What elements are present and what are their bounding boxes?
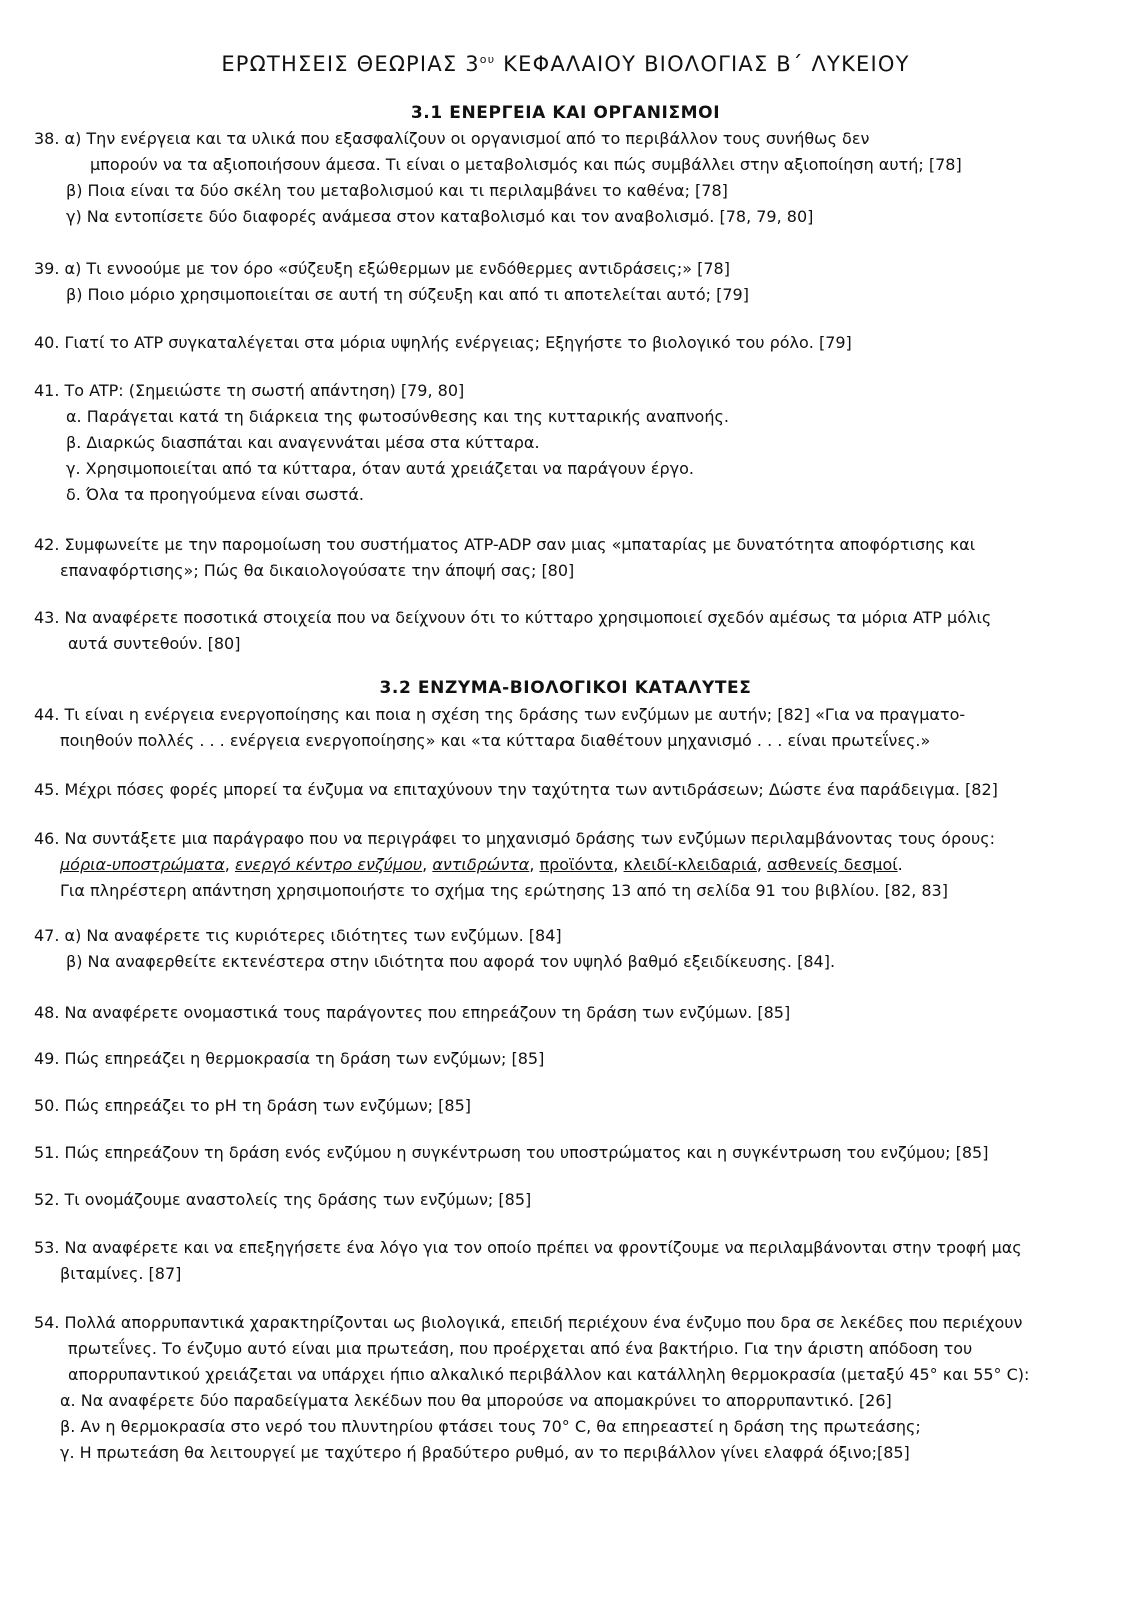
question-44 — [34, 702, 1054, 754]
question-46-line-1: 46. Να συντάξετε μια παράγραφο που να περιγράφει το μηχανισμό δράσης των ενζύμων περιλαμβάνοντας τους όρους: — [34, 829, 996, 848]
page-title — [0, 52, 1131, 76]
question-45 — [34, 777, 1054, 803]
question-41-option-b: β. Διαρκώς διασπάται και αναγεννάται μέσα στα κύτταρα. — [66, 433, 540, 452]
question-47-part-b: β) Να αναφερθείτε εκτενέστερα στην ιδιότητα που αφορά τον υψηλό βαθμό εξειδίκευσης. [84]. — [66, 952, 836, 971]
question-38-part-b: β) Ποια είναι τα δύο σκέλη του μεταβολισμού και τι περιλαμβάνει το καθένα; [78] — [66, 181, 728, 200]
question-47 — [34, 923, 1054, 975]
term-end: . — [897, 855, 903, 874]
title-rest: ΚΕΦΑΛΑΙΟΥ ΒΙΟΛΟΓΙΑΣ Β΄ ΛΥΚΕΙΟΥ — [495, 52, 910, 76]
question-51-text: 51. Πώς επηρεάζουν τη δράση ενός ενζύμου η συγκέντρωση του υποστρώματος και η συγκέντρωση του ενζύμου; [85] — [34, 1143, 989, 1162]
section-heading-3-2: 3.2 ΕΝΖΥΜΑ-ΒΙΟΛΟΓΙΚΟΙ ΚΑΤΑΛΥΤΕΣ — [379, 678, 752, 698]
question-49 — [34, 1046, 1054, 1072]
term-separator: , — [529, 855, 540, 874]
question-46-line-3: Για πληρέστερη απάντηση χρησιμοποιήστε το σχήμα της ερώτησης 13 από τη σελίδα 91 του βιβλίου. [82, 83] — [60, 881, 948, 900]
question-54-line-2: πρωτεΐνες. Το ένζυμο αυτό είναι μια πρωτεάση, που προέρχεται από ένα βακτήριο. Για την άριστη απόδοση του — [68, 1339, 973, 1358]
question-54-part-c: γ. Η πρωτεάση θα λειτουργεί με ταχύτερο ή βραδύτερο ρυθμό, αν το περιβάλλον γίνει ελαφρά όξινο;[85] — [60, 1443, 910, 1462]
title-main: ΕΡΩΤΗΣΕΙΣ ΘΕΩΡΙΑΣ 3 — [221, 52, 480, 76]
question-41-option-a: α. Παράγεται κατά τη διάρκεια της φωτοσύνθεσης και της κυτταρικής αναπνοής. — [66, 407, 729, 426]
question-43-line-2: αυτά συντεθούν. [80] — [68, 634, 241, 653]
term-separator: , — [224, 855, 235, 874]
term-weak-bonds: ασθενείς δεσμοί — [767, 855, 898, 874]
question-48-text: 48. Να αναφέρετε ονομαστικά τους παράγοντες που επηρεάζουν τη δράση των ενζύμων. [85] — [34, 1003, 791, 1022]
section-heading-3-1: 3.1 ΕΝΕΡΓΕΙΑ ΚΑΙ ΟΡΓΑΝΙΣΜΟΙ — [410, 103, 721, 123]
question-38 — [34, 126, 1054, 230]
question-48 — [34, 1000, 1054, 1026]
question-54-part-a: α. Να αναφέρετε δύο παραδείγματα λεκέδων που θα μπορούσε να απομακρύνει το απορρυπαντικό. [26] — [60, 1391, 892, 1410]
question-53-line-2: βιταμίνες. [87] — [60, 1264, 182, 1283]
question-38-part-c: γ) Να εντοπίσετε δύο διαφορές ανάμεσα στον καταβολισμό και τον αναβολισμό. [78, 79, 80] — [66, 207, 814, 226]
term-substrate-molecules: μόρια-υποστρώματα — [60, 855, 225, 874]
question-53 — [34, 1235, 1054, 1287]
term-separator: , — [756, 855, 768, 874]
question-51 — [34, 1140, 1054, 1166]
question-41 — [34, 378, 1054, 508]
question-52 — [34, 1187, 1054, 1213]
question-42 — [34, 532, 1054, 584]
question-50-text: 50. Πώς επηρεάζει το pH τη δράση των ενζύμων; [85] — [34, 1096, 471, 1115]
term-separator: , — [422, 855, 433, 874]
question-45-text: 45. Μέχρι πόσες φορές μπορεί τα ένζυμα να επιταχύνουν την ταχύτητα των αντιδράσεων; Δώστε ένα παράδειγμα. [82] — [34, 780, 998, 799]
question-41-stem: 41. Το ATP: (Σημειώστε τη σωστή απάντηση) [79, 80] — [34, 381, 465, 400]
question-47-part-a: 47. α) Να αναφέρετε τις κυριότερες ιδιότητες των ενζύμων. [84] — [34, 926, 562, 945]
question-44-line-2: ποιηθούν πολλές . . . ενέργεια ενεργοποίησης» και «τα κύτταρα διαθέτουν μηχανισμό . . . είναι πρωτεΐνες.» — [60, 731, 931, 750]
term-products: προϊόντα — [539, 855, 614, 874]
question-41-option-d: δ. Όλα τα προηγούμενα είναι σωστά. — [66, 485, 364, 504]
question-39-part-b: β) Ποιο μόριο χρησιμοποιείται σε αυτή τη σύζευξη και από τι αποτελείται αυτό; [79] — [66, 285, 749, 304]
question-38-line-1: 38. α) Την ενέργεια και τα υλικά που εξασφαλίζουν οι οργανισμοί από το περιβάλλον τους συνήθως δεν — [34, 129, 870, 148]
question-39 — [34, 256, 1054, 308]
term-lock-and-key: κλειδί-κλειδαριά — [623, 855, 757, 874]
question-54 — [34, 1310, 1054, 1466]
question-39-part-a: 39. α) Τι εννοούμε με τον όρο «σύζευξη εξώθερμων με ενδόθερμες αντιδράσεις;» [78] — [34, 259, 730, 278]
question-46 — [34, 826, 1054, 904]
question-40-text: 40. Γιατί το ATP συγκαταλέγεται στα μόρια υψηλής ενέργειας; Εξηγήστε το βιολογικό του ρόλο. [79] — [34, 333, 852, 352]
question-38-line-2: μπορούν να τα αξιοποιήσουν άμεσα. Τι είναι ο μεταβολισμός και πώς συμβάλλει στην αξιοποίηση αυτή; [78] — [90, 155, 962, 174]
question-54-line-3: απορρυπαντικού χρειάζεται να υπάρχει ήπιο αλκαλικό περιβάλλον και κατάλληλη θερμοκρασία (μεταξύ 45° και 55° C): — [68, 1365, 1030, 1384]
question-44-line-1: 44. Τι είναι η ενέργεια ενεργοποίησης και ποια η σχέση της δράσης των ενζύμων με αυτήν; [82] «Για να πραγματο- — [34, 705, 966, 724]
question-43-line-1: 43. Να αναφέρετε ποσοτικά στοιχεία που να δείχνουν ότι το κύτταρο χρησιμοποιεί σχεδόν αμέσως τα μόρια ATP μόλις — [34, 608, 992, 627]
term-separator: , — [613, 855, 624, 874]
term-active-site: ενεργό κέντρο ενζύμου — [234, 855, 423, 874]
question-42-line-2: επαναφόρτισης»; Πώς θα δικαιολογούσατε την άποψή σας; [80] — [60, 561, 575, 580]
question-43 — [34, 605, 1054, 657]
question-54-line-1: 54. Πολλά απορρυπαντικά χαρακτηρίζονται ως βιολογικά, επειδή περιέχουν ένα ένζυμο που δρα σε λεκέδες που περιέχουν — [34, 1313, 1023, 1332]
question-50 — [34, 1093, 1054, 1119]
question-53-line-1: 53. Να αναφέρετε και να επεξηγήσετε ένα λόγο για τον οποίο πρέπει να φροντίζουμε να περιλαμβάνονται στην τροφή μας — [34, 1238, 1022, 1257]
question-49-text: 49. Πώς επηρεάζει η θερμοκρασία τη δράση των ενζύμων; [85] — [34, 1049, 545, 1068]
term-reactants: αντιδρώντα — [432, 855, 530, 874]
question-52-text: 52. Τι ονομάζουμε αναστολείς της δράσης των ενζύμων; [85] — [34, 1190, 532, 1209]
question-40 — [34, 330, 1054, 356]
question-41-option-c: γ. Χρησιμοποιείται από τα κύτταρα, όταν αυτά χρειάζεται να παράγουν έργο. — [66, 459, 694, 478]
question-42-line-1: 42. Συμφωνείτε με την παρομοίωση του συστήματος ATP-ADP σαν μιας «μπαταρίας με δυνατότητα αποφόρτισης και — [34, 535, 976, 554]
question-54-part-b: β. Αν η θερμοκρασία στο νερό του πλυντηρίου φτάσει τους 70° C, θα επηρεαστεί η δράση της πρωτεάσης; — [60, 1417, 921, 1436]
question-46-terms — [34, 852, 1054, 878]
title-superscript: ου — [479, 53, 496, 66]
